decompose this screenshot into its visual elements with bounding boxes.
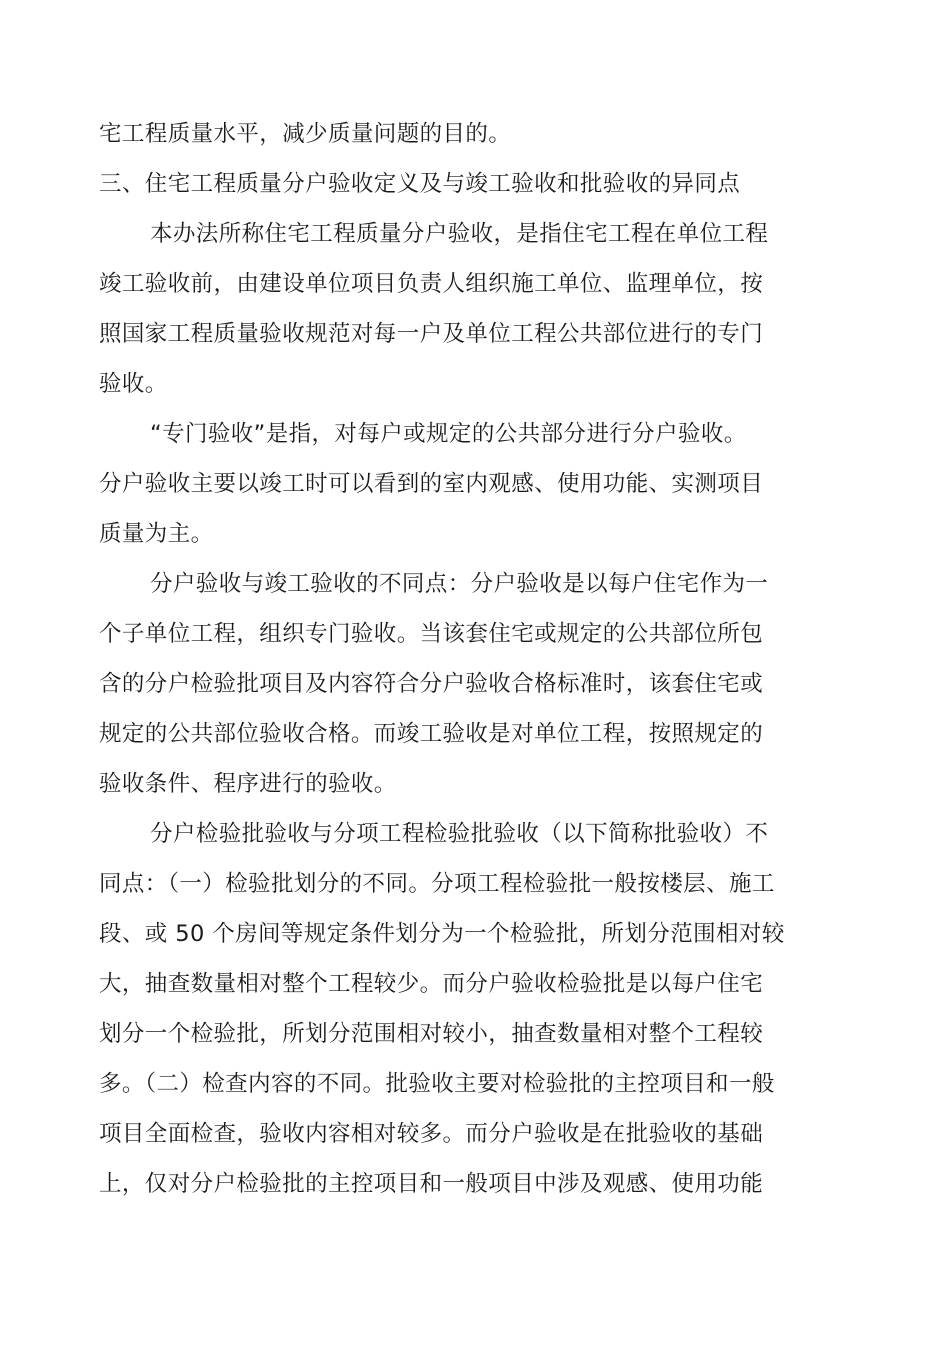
text-line: 验收条件、程序进行的验收。 xyxy=(99,771,397,797)
text-line: “专门验收”是指，对每户或规定的公共部分进行分户验收。 xyxy=(150,421,747,447)
text-line: 质量为主。 xyxy=(99,521,214,547)
text-line: 分户检验批验收与分项工程检验批验收（以下简称批验收）不 xyxy=(150,821,769,847)
text-line: 大，抽查数量相对整个工程较少。而分户验收检验批是以每户住宅 xyxy=(99,971,764,997)
text-line: 规定的公共部位验收合格。而竣工验收是对单位工程，按照规定的 xyxy=(99,721,764,747)
text-line: 段、或 50 个房间等规定条件划分为一个检验批，所划分范围相对较 xyxy=(99,921,785,947)
text-line: 同点：（一）检验批划分的不同。分项工程检验批一般按楼层、施工 xyxy=(99,871,775,897)
section-heading: 三、住宅工程质量分户验收定义及与竣工验收和批验收的异同点 xyxy=(99,171,741,197)
text-line: 验收。 xyxy=(99,371,168,397)
text-line: 分户验收与竣工验收的不同点：分户验收是以每户住宅作为一 xyxy=(150,571,769,597)
text-line: 宅工程质量水平，减少质量问题的目的。 xyxy=(99,121,512,147)
text-line: 含的分户检验批项目及内容符合分户验收合格标准时，该套住宅或 xyxy=(99,671,764,697)
text-line: 上，仅对分户检验批的主控项目和一般项目中涉及观感、使用功能 xyxy=(99,1171,764,1197)
text-line: 竣工验收前，由建设单位项目负责人组织施工单位、监理单位，按 xyxy=(99,271,764,297)
text-line: 本办法所称住宅工程质量分户验收，是指住宅工程在单位工程 xyxy=(150,221,769,247)
text-line: 划分一个检验批，所划分范围相对较小，抽查数量相对整个工程较 xyxy=(99,1021,764,1047)
text-line: 多。（二）检查内容的不同。批验收主要对检验批的主控项目和一般 xyxy=(99,1071,775,1097)
text-line: 分户验收主要以竣工时可以看到的室内观感、使用功能、实测项目 xyxy=(99,471,764,497)
text-line: 个子单位工程，组织专门验收。当该套住宅或规定的公共部位所包 xyxy=(99,621,764,647)
text-line: 项目全面检查，验收内容相对较多。而分户验收是在批验收的基础 xyxy=(99,1121,764,1147)
text-line: 照国家工程质量验收规范对每一户及单位工程公共部位进行的专门 xyxy=(99,321,764,347)
